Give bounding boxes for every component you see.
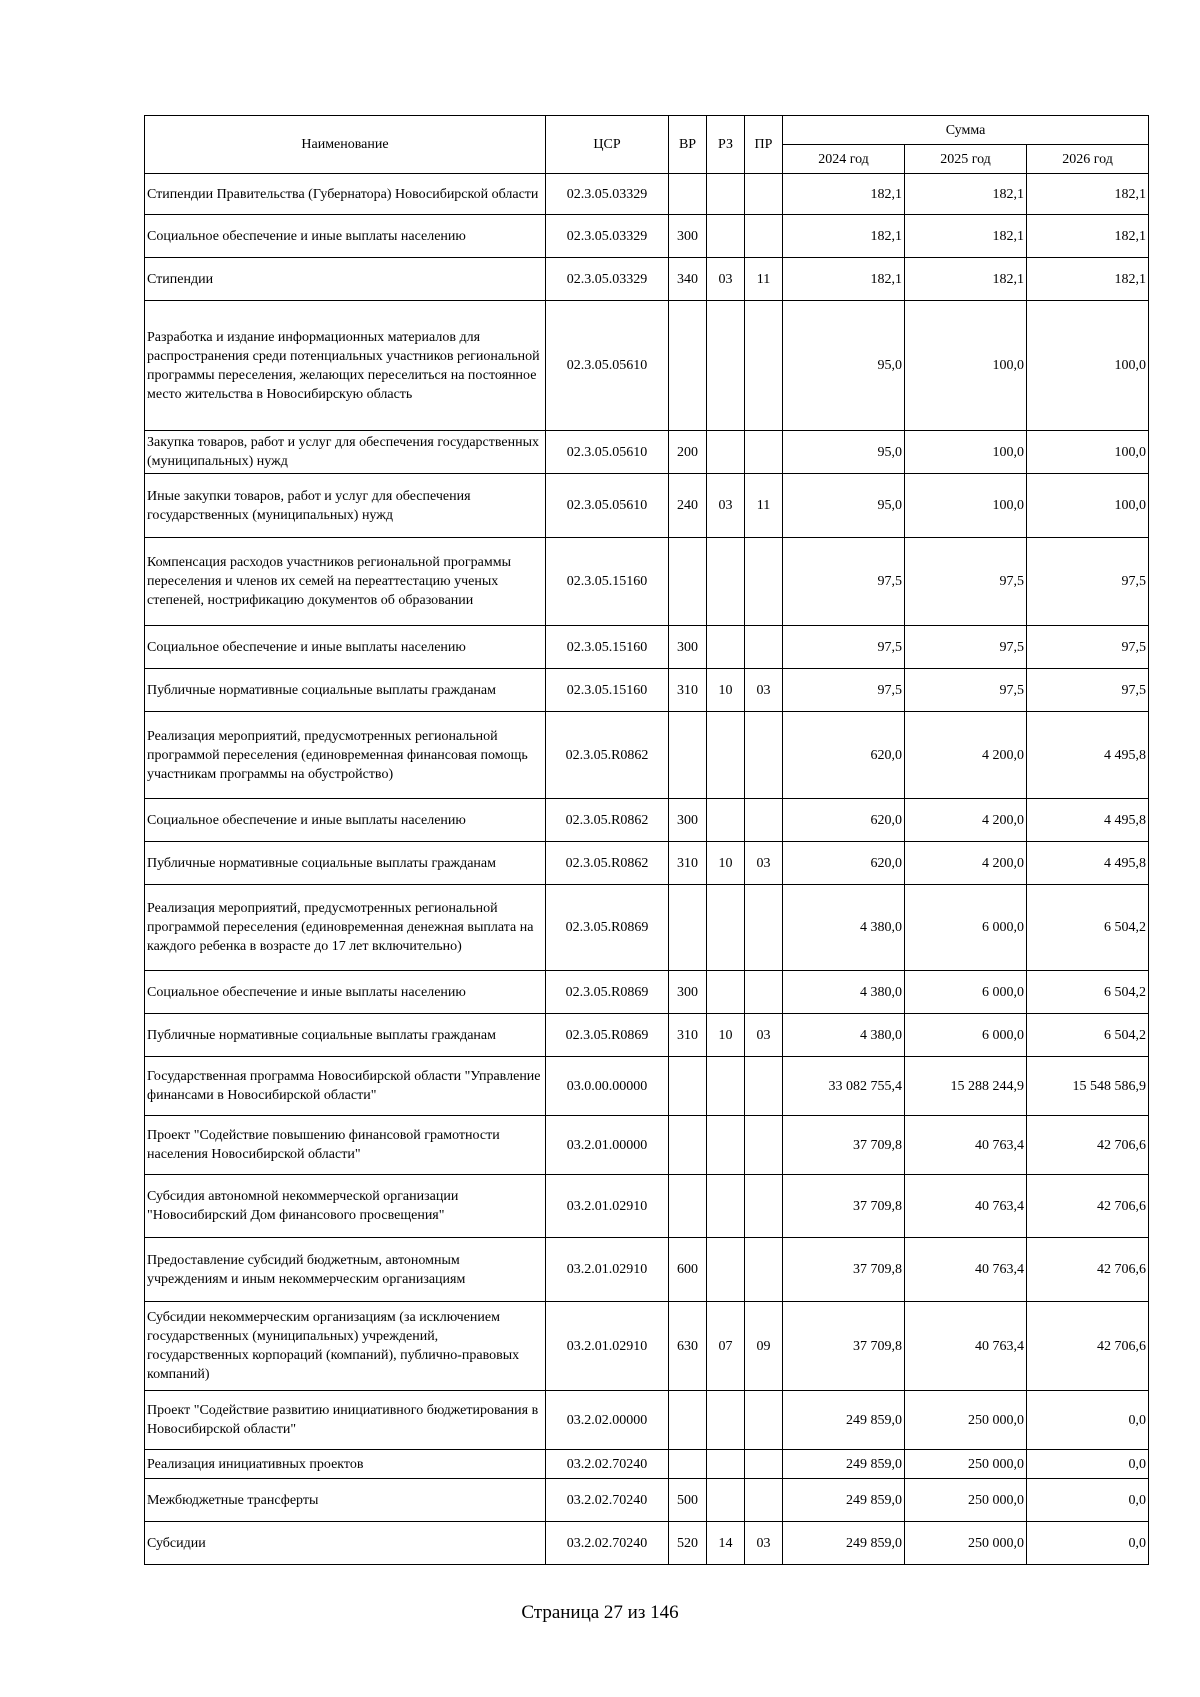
cell-vr: 300 bbox=[669, 799, 707, 842]
cell-name: Межбюджетные трансферты bbox=[145, 1479, 546, 1522]
header-pr: ПР bbox=[745, 116, 783, 174]
cell-pr bbox=[745, 712, 783, 799]
cell-sum-2025: 100,0 bbox=[905, 301, 1027, 431]
cell-vr: 300 bbox=[669, 971, 707, 1014]
cell-sum-2025: 250 000,0 bbox=[905, 1450, 1027, 1479]
cell-sum-2026: 0,0 bbox=[1027, 1479, 1149, 1522]
cell-vr: 310 bbox=[669, 1014, 707, 1057]
cell-sum-2025: 15 288 244,9 bbox=[905, 1057, 1027, 1116]
cell-vr: 300 bbox=[669, 626, 707, 669]
cell-sum-2024: 182,1 bbox=[783, 215, 905, 258]
cell-pr: 03 bbox=[745, 842, 783, 885]
cell-rz: 03 bbox=[707, 474, 745, 538]
cell-vr: 520 bbox=[669, 1522, 707, 1565]
cell-name: Социальное обеспечение и иные выплаты населению bbox=[145, 799, 546, 842]
cell-sum-2025: 40 763,4 bbox=[905, 1175, 1027, 1238]
cell-rz bbox=[707, 174, 745, 215]
cell-name: Социальное обеспечение и иные выплаты населению bbox=[145, 626, 546, 669]
cell-sum-2024: 182,1 bbox=[783, 258, 905, 301]
cell-sum-2026: 97,5 bbox=[1027, 669, 1149, 712]
table-row bbox=[145, 971, 1149, 1014]
cell-sum-2025: 250 000,0 bbox=[905, 1522, 1027, 1565]
cell-rz bbox=[707, 1175, 745, 1238]
cell-vr bbox=[669, 174, 707, 215]
cell-csr: 02.3.05.R0869 bbox=[546, 1014, 669, 1057]
cell-sum-2024: 4 380,0 bbox=[783, 885, 905, 971]
header-year-2025: 2025 год bbox=[905, 145, 1027, 174]
cell-pr: 03 bbox=[745, 1522, 783, 1565]
cell-sum-2024: 37 709,8 bbox=[783, 1302, 905, 1391]
table-row bbox=[145, 885, 1149, 971]
cell-sum-2026: 42 706,6 bbox=[1027, 1238, 1149, 1302]
cell-rz bbox=[707, 1450, 745, 1479]
budget-table bbox=[144, 115, 1149, 1565]
cell-sum-2025: 4 200,0 bbox=[905, 799, 1027, 842]
table-row bbox=[145, 174, 1149, 215]
cell-name: Субсидии bbox=[145, 1522, 546, 1565]
cell-vr bbox=[669, 1175, 707, 1238]
cell-name: Публичные нормативные социальные выплаты гражданам bbox=[145, 842, 546, 885]
cell-csr: 02.3.05.R0862 bbox=[546, 842, 669, 885]
cell-sum-2024: 4 380,0 bbox=[783, 1014, 905, 1057]
cell-csr: 02.3.05.R0862 bbox=[546, 712, 669, 799]
cell-sum-2026: 100,0 bbox=[1027, 431, 1149, 474]
cell-rz bbox=[707, 1391, 745, 1450]
cell-sum-2024: 95,0 bbox=[783, 431, 905, 474]
cell-sum-2025: 100,0 bbox=[905, 431, 1027, 474]
cell-pr bbox=[745, 1391, 783, 1450]
cell-sum-2025: 182,1 bbox=[905, 174, 1027, 215]
cell-name: Компенсация расходов участников региональной программы переселения и членов их семей на переаттестацию ученых степеней, нострификацию документов об образовании bbox=[145, 538, 546, 626]
header-year-2026: 2026 год bbox=[1027, 145, 1149, 174]
cell-pr: 11 bbox=[745, 258, 783, 301]
cell-sum-2025: 182,1 bbox=[905, 258, 1027, 301]
cell-name: Стипендии Правительства (Губернатора) Новосибирской области bbox=[145, 174, 546, 215]
cell-vr: 600 bbox=[669, 1238, 707, 1302]
cell-sum-2024: 37 709,8 bbox=[783, 1175, 905, 1238]
cell-vr: 340 bbox=[669, 258, 707, 301]
cell-pr bbox=[745, 1175, 783, 1238]
cell-csr: 03.2.02.00000 bbox=[546, 1391, 669, 1450]
cell-vr bbox=[669, 1116, 707, 1175]
cell-name: Иные закупки товаров, работ и услуг для обеспечения государственных (муниципальных) нужд bbox=[145, 474, 546, 538]
cell-rz bbox=[707, 215, 745, 258]
cell-sum-2026: 100,0 bbox=[1027, 474, 1149, 538]
header-vr: ВР bbox=[669, 116, 707, 174]
table-row bbox=[145, 1450, 1149, 1479]
cell-sum-2024: 33 082 755,4 bbox=[783, 1057, 905, 1116]
cell-name: Закупка товаров, работ и услуг для обеспечения государственных (муниципальных) нужд bbox=[145, 431, 546, 474]
cell-sum-2025: 6 000,0 bbox=[905, 971, 1027, 1014]
cell-pr bbox=[745, 1450, 783, 1479]
table-row bbox=[145, 669, 1149, 712]
cell-sum-2025: 4 200,0 bbox=[905, 842, 1027, 885]
cell-vr: 310 bbox=[669, 669, 707, 712]
cell-sum-2025: 40 763,4 bbox=[905, 1238, 1027, 1302]
cell-sum-2026: 4 495,8 bbox=[1027, 842, 1149, 885]
cell-pr bbox=[745, 626, 783, 669]
cell-sum-2025: 250 000,0 bbox=[905, 1479, 1027, 1522]
cell-pr bbox=[745, 301, 783, 431]
cell-sum-2024: 37 709,8 bbox=[783, 1116, 905, 1175]
cell-csr: 02.3.05.15160 bbox=[546, 538, 669, 626]
cell-name: Реализация инициативных проектов bbox=[145, 1450, 546, 1479]
cell-csr: 02.3.05.15160 bbox=[546, 669, 669, 712]
cell-name: Социальное обеспечение и иные выплаты населению bbox=[145, 971, 546, 1014]
cell-pr bbox=[745, 174, 783, 215]
cell-rz bbox=[707, 626, 745, 669]
cell-pr: 09 bbox=[745, 1302, 783, 1391]
table-row bbox=[145, 799, 1149, 842]
cell-pr: 03 bbox=[745, 1014, 783, 1057]
cell-vr: 310 bbox=[669, 842, 707, 885]
cell-csr: 03.2.02.70240 bbox=[546, 1450, 669, 1479]
table-row bbox=[145, 1175, 1149, 1238]
cell-sum-2026: 6 504,2 bbox=[1027, 885, 1149, 971]
cell-rz: 10 bbox=[707, 669, 745, 712]
cell-vr: 240 bbox=[669, 474, 707, 538]
cell-rz bbox=[707, 885, 745, 971]
cell-sum-2026: 42 706,6 bbox=[1027, 1116, 1149, 1175]
cell-sum-2024: 620,0 bbox=[783, 799, 905, 842]
cell-rz bbox=[707, 538, 745, 626]
cell-csr: 02.3.05.15160 bbox=[546, 626, 669, 669]
cell-csr: 03.2.01.02910 bbox=[546, 1302, 669, 1391]
cell-sum-2025: 100,0 bbox=[905, 474, 1027, 538]
cell-sum-2026: 4 495,8 bbox=[1027, 712, 1149, 799]
cell-csr: 03.2.01.00000 bbox=[546, 1116, 669, 1175]
cell-sum-2025: 97,5 bbox=[905, 626, 1027, 669]
cell-sum-2025: 40 763,4 bbox=[905, 1302, 1027, 1391]
cell-pr: 03 bbox=[745, 669, 783, 712]
cell-sum-2025: 97,5 bbox=[905, 669, 1027, 712]
cell-name: Разработка и издание информационных материалов для распространения среди потенциальных участников региональной программы переселения, желающих переселиться на постоянное место жительства в Новосибирскую область bbox=[145, 301, 546, 431]
cell-sum-2024: 95,0 bbox=[783, 474, 905, 538]
cell-csr: 02.3.05.03329 bbox=[546, 258, 669, 301]
cell-pr bbox=[745, 431, 783, 474]
cell-sum-2026: 182,1 bbox=[1027, 258, 1149, 301]
table-body bbox=[145, 174, 1149, 1565]
cell-sum-2024: 4 380,0 bbox=[783, 971, 905, 1014]
cell-sum-2026: 0,0 bbox=[1027, 1450, 1149, 1479]
cell-sum-2026: 97,5 bbox=[1027, 626, 1149, 669]
header-csr: ЦСР bbox=[546, 116, 669, 174]
cell-vr bbox=[669, 1391, 707, 1450]
cell-rz bbox=[707, 301, 745, 431]
cell-sum-2026: 100,0 bbox=[1027, 301, 1149, 431]
cell-rz bbox=[707, 971, 745, 1014]
table-row bbox=[145, 474, 1149, 538]
table-row bbox=[145, 258, 1149, 301]
cell-sum-2024: 95,0 bbox=[783, 301, 905, 431]
cell-name: Субсидия автономной некоммерческой организации "Новосибирский Дом финансового просвещения" bbox=[145, 1175, 546, 1238]
header-year-2024: 2024 год bbox=[783, 145, 905, 174]
cell-vr bbox=[669, 301, 707, 431]
cell-sum-2024: 182,1 bbox=[783, 174, 905, 215]
table-row bbox=[145, 1238, 1149, 1302]
table-row bbox=[145, 1057, 1149, 1116]
cell-csr: 02.3.05.03329 bbox=[546, 174, 669, 215]
cell-rz bbox=[707, 1479, 745, 1522]
cell-pr bbox=[745, 538, 783, 626]
cell-sum-2024: 97,5 bbox=[783, 626, 905, 669]
cell-sum-2025: 97,5 bbox=[905, 538, 1027, 626]
cell-vr bbox=[669, 538, 707, 626]
cell-vr: 500 bbox=[669, 1479, 707, 1522]
cell-name: Реализация мероприятий, предусмотренных региональной программой переселения (единовременная денежная выплата на каждого ребенка в возрасте до 17 лет включительно) bbox=[145, 885, 546, 971]
header-name: Наименование bbox=[145, 116, 546, 174]
cell-sum-2026: 6 504,2 bbox=[1027, 1014, 1149, 1057]
cell-rz bbox=[707, 712, 745, 799]
table-row bbox=[145, 842, 1149, 885]
cell-rz: 10 bbox=[707, 842, 745, 885]
cell-name: Государственная программа Новосибирской области "Управление финансами в Новосибирской области" bbox=[145, 1057, 546, 1116]
header-sum: Сумма bbox=[783, 116, 1149, 145]
cell-sum-2026: 15 548 586,9 bbox=[1027, 1057, 1149, 1116]
cell-name: Проект "Содействие развитию инициативного бюджетирования в Новосибирской области" bbox=[145, 1391, 546, 1450]
cell-sum-2024: 97,5 bbox=[783, 669, 905, 712]
cell-sum-2026: 182,1 bbox=[1027, 174, 1149, 215]
cell-sum-2026: 182,1 bbox=[1027, 215, 1149, 258]
cell-sum-2024: 249 859,0 bbox=[783, 1391, 905, 1450]
cell-name: Стипендии bbox=[145, 258, 546, 301]
table-row bbox=[145, 538, 1149, 626]
table-row bbox=[145, 626, 1149, 669]
cell-rz bbox=[707, 1238, 745, 1302]
cell-rz bbox=[707, 431, 745, 474]
cell-pr bbox=[745, 799, 783, 842]
table-row bbox=[145, 1522, 1149, 1565]
cell-sum-2025: 40 763,4 bbox=[905, 1116, 1027, 1175]
cell-sum-2025: 6 000,0 bbox=[905, 885, 1027, 971]
table-row bbox=[145, 431, 1149, 474]
cell-sum-2025: 250 000,0 bbox=[905, 1391, 1027, 1450]
cell-csr: 02.3.05.05610 bbox=[546, 474, 669, 538]
cell-sum-2024: 37 709,8 bbox=[783, 1238, 905, 1302]
cell-name: Реализация мероприятий, предусмотренных региональной программой переселения (единовременная финансовая помощь участникам программы на обустройство) bbox=[145, 712, 546, 799]
cell-pr bbox=[745, 1057, 783, 1116]
cell-rz bbox=[707, 1116, 745, 1175]
page-number: Страница 27 из 146 bbox=[521, 1602, 679, 1623]
cell-vr bbox=[669, 712, 707, 799]
cell-name: Публичные нормативные социальные выплаты гражданам bbox=[145, 1014, 546, 1057]
cell-sum-2026: 0,0 bbox=[1027, 1391, 1149, 1450]
table-row bbox=[145, 1391, 1149, 1450]
cell-csr: 03.0.00.00000 bbox=[546, 1057, 669, 1116]
cell-sum-2026: 0,0 bbox=[1027, 1522, 1149, 1565]
cell-rz: 10 bbox=[707, 1014, 745, 1057]
cell-sum-2026: 4 495,8 bbox=[1027, 799, 1149, 842]
cell-name: Проект "Содействие повышению финансовой грамотности населения Новосибирской области" bbox=[145, 1116, 546, 1175]
cell-vr: 200 bbox=[669, 431, 707, 474]
cell-sum-2025: 182,1 bbox=[905, 215, 1027, 258]
cell-sum-2026: 42 706,6 bbox=[1027, 1302, 1149, 1391]
cell-csr: 02.3.05.R0869 bbox=[546, 885, 669, 971]
cell-vr: 630 bbox=[669, 1302, 707, 1391]
cell-sum-2025: 4 200,0 bbox=[905, 712, 1027, 799]
cell-sum-2025: 6 000,0 bbox=[905, 1014, 1027, 1057]
cell-pr bbox=[745, 1479, 783, 1522]
cell-pr bbox=[745, 971, 783, 1014]
cell-name: Предоставление субсидий бюджетным, автономным учреждениям и иным некоммерческим организациям bbox=[145, 1238, 546, 1302]
cell-vr bbox=[669, 885, 707, 971]
cell-vr: 300 bbox=[669, 215, 707, 258]
table-row bbox=[145, 712, 1149, 799]
cell-sum-2024: 249 859,0 bbox=[783, 1522, 905, 1565]
cell-vr bbox=[669, 1057, 707, 1116]
cell-sum-2026: 6 504,2 bbox=[1027, 971, 1149, 1014]
cell-rz: 07 bbox=[707, 1302, 745, 1391]
cell-sum-2024: 620,0 bbox=[783, 842, 905, 885]
cell-pr bbox=[745, 215, 783, 258]
cell-sum-2024: 249 859,0 bbox=[783, 1450, 905, 1479]
cell-rz bbox=[707, 799, 745, 842]
table-row bbox=[145, 1479, 1149, 1522]
header-rz: РЗ bbox=[707, 116, 745, 174]
cell-sum-2024: 620,0 bbox=[783, 712, 905, 799]
cell-csr: 02.3.05.R0862 bbox=[546, 799, 669, 842]
cell-sum-2026: 97,5 bbox=[1027, 538, 1149, 626]
table-row bbox=[145, 1116, 1149, 1175]
table-row bbox=[145, 301, 1149, 431]
cell-sum-2024: 249 859,0 bbox=[783, 1479, 905, 1522]
cell-name: Субсидии некоммерческим организациям (за исключением государственных (муниципальных) учреждений, государственных корпораций (компаний), публично-правовых компаний) bbox=[145, 1302, 546, 1391]
cell-rz bbox=[707, 1057, 745, 1116]
cell-name: Публичные нормативные социальные выплаты гражданам bbox=[145, 669, 546, 712]
cell-sum-2026: 42 706,6 bbox=[1027, 1175, 1149, 1238]
cell-csr: 02.3.05.05610 bbox=[546, 301, 669, 431]
cell-pr bbox=[745, 1238, 783, 1302]
cell-name: Социальное обеспечение и иные выплаты населению bbox=[145, 215, 546, 258]
cell-csr: 02.3.05.R0869 bbox=[546, 971, 669, 1014]
cell-rz: 14 bbox=[707, 1522, 745, 1565]
table-row bbox=[145, 1302, 1149, 1391]
cell-csr: 03.2.02.70240 bbox=[546, 1522, 669, 1565]
cell-csr: 03.2.02.70240 bbox=[546, 1479, 669, 1522]
cell-vr bbox=[669, 1450, 707, 1479]
cell-pr: 11 bbox=[745, 474, 783, 538]
cell-csr: 03.2.01.02910 bbox=[546, 1175, 669, 1238]
cell-csr: 02.3.05.05610 bbox=[546, 431, 669, 474]
table-row bbox=[145, 1014, 1149, 1057]
cell-sum-2024: 97,5 bbox=[783, 538, 905, 626]
cell-pr bbox=[745, 1116, 783, 1175]
table-row bbox=[145, 215, 1149, 258]
cell-pr bbox=[745, 885, 783, 971]
cell-csr: 02.3.05.03329 bbox=[546, 215, 669, 258]
cell-rz: 03 bbox=[707, 258, 745, 301]
cell-csr: 03.2.01.02910 bbox=[546, 1238, 669, 1302]
